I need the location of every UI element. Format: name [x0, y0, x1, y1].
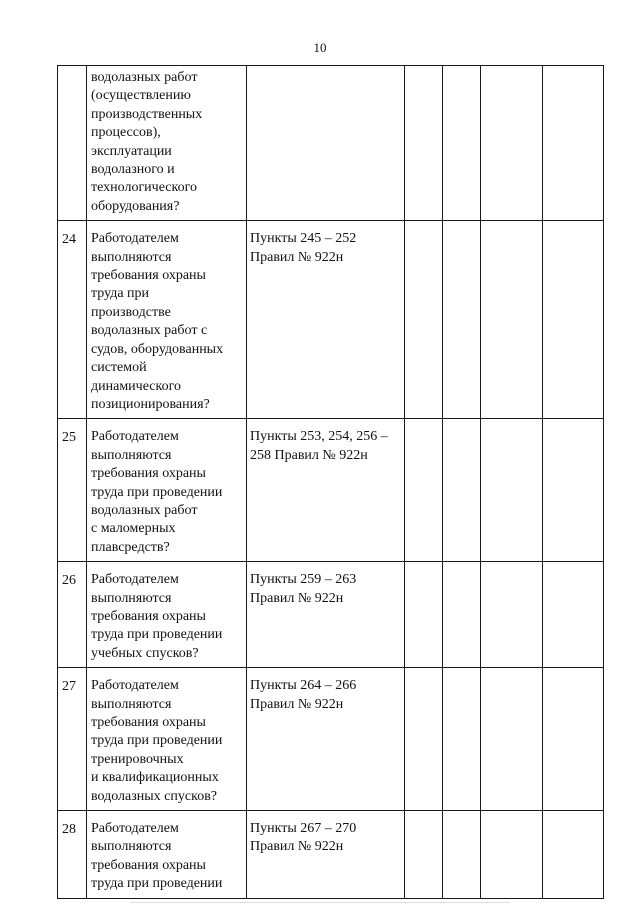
- question-cell: [87, 562, 247, 668]
- question-line: Работодателем: [91, 821, 179, 837]
- row-number-cell: 24: [58, 221, 87, 419]
- reference-cell: [247, 562, 405, 668]
- question-line: водолазных работ с: [91, 323, 208, 339]
- answer-not-applicable-cell[interactable]: [481, 66, 543, 221]
- question-line: учебных спусков?: [91, 645, 199, 661]
- reference-cell: [247, 66, 405, 221]
- reference-cell: [247, 419, 405, 562]
- answer-no-cell[interactable]: [443, 419, 481, 562]
- answer-yes-cell[interactable]: [405, 668, 443, 811]
- question-line: труда при проведении: [91, 627, 223, 643]
- question-line: системой: [91, 360, 147, 376]
- reference-line: Пункты 253, 254, 256 –: [250, 429, 388, 445]
- question-line: требования охраны: [91, 268, 206, 284]
- question-line: выполняются: [91, 696, 172, 712]
- question-cell: [87, 221, 247, 419]
- question-line: эксплуатации: [91, 143, 172, 159]
- table-row: [58, 66, 604, 221]
- reference-line: Правил № 922н: [250, 590, 344, 606]
- question-line: с маломерных: [91, 521, 176, 537]
- answer-no-cell[interactable]: [443, 811, 481, 899]
- answer-not-applicable-cell[interactable]: [481, 419, 543, 562]
- question-line: труда при проведении: [91, 733, 223, 749]
- question-line: судов, оборудованных: [91, 341, 224, 357]
- reference-cell: [247, 668, 405, 811]
- reference-line: Пункты 259 – 263: [250, 572, 357, 588]
- answer-not-applicable-cell[interactable]: [481, 811, 543, 899]
- answer-yes-cell[interactable]: [405, 419, 443, 562]
- answer-not-applicable-cell[interactable]: [481, 668, 543, 811]
- question-line: требования охраны: [91, 857, 206, 873]
- answer-no-cell[interactable]: [443, 66, 481, 221]
- question-line: труда при проведении: [91, 484, 223, 500]
- question-line: выполняются: [91, 590, 172, 606]
- answer-yes-cell[interactable]: [405, 221, 443, 419]
- reference-line: Пункты 264 – 266: [250, 678, 357, 694]
- question-line: Работодателем: [91, 231, 179, 247]
- table-row: [58, 419, 604, 562]
- question-line: производственных: [91, 106, 203, 122]
- table-row: [58, 221, 604, 419]
- scan-artifact: [130, 902, 510, 903]
- question-line: Работодателем: [91, 429, 179, 445]
- question-line: водолазных спусков?: [91, 788, 218, 804]
- table-row: [58, 562, 604, 668]
- reference-line: Правил № 922н: [250, 696, 344, 712]
- reference-line: Пункты 245 – 252: [250, 231, 357, 247]
- reference-cell: [247, 221, 405, 419]
- row-number-cell: 28: [58, 811, 87, 899]
- answer-not-applicable-cell[interactable]: [481, 221, 543, 419]
- reference-line: Пункты 267 – 270: [250, 821, 357, 837]
- answer-no-cell[interactable]: [443, 668, 481, 811]
- reference-line: Правил № 922н: [250, 839, 344, 855]
- answer-not-applicable-cell[interactable]: [481, 562, 543, 668]
- comment-cell[interactable]: [543, 668, 604, 811]
- table-row: [58, 668, 604, 811]
- question-line: Работодателем: [91, 572, 179, 588]
- question-line: труда при проведении: [91, 876, 223, 892]
- question-line: тренировочных: [91, 751, 184, 767]
- question-line: труда при: [91, 286, 150, 302]
- question-line: производстве: [91, 304, 171, 320]
- checklist-table: [57, 65, 604, 899]
- question-line: плавсредств?: [91, 539, 170, 555]
- answer-no-cell[interactable]: [443, 221, 481, 419]
- question-line: и квалификационных: [91, 770, 219, 786]
- table-row: [58, 811, 604, 899]
- question-cell: [87, 668, 247, 811]
- question-line: динамического: [91, 378, 181, 394]
- row-number-cell: [58, 66, 87, 221]
- question-line: позиционирования?: [91, 396, 210, 412]
- question-line: Работодателем: [91, 678, 179, 694]
- comment-cell[interactable]: [543, 221, 604, 419]
- question-line: водолазных работ: [91, 502, 198, 518]
- comment-cell[interactable]: [543, 66, 604, 221]
- answer-no-cell[interactable]: [443, 562, 481, 668]
- comment-cell[interactable]: [543, 811, 604, 899]
- question-line: требования охраны: [91, 608, 206, 624]
- comment-cell[interactable]: [543, 419, 604, 562]
- comment-cell[interactable]: [543, 562, 604, 668]
- row-number-cell: 26: [58, 562, 87, 668]
- question-line: выполняются: [91, 249, 172, 265]
- answer-yes-cell[interactable]: [405, 66, 443, 221]
- question-line: технологического: [91, 180, 197, 196]
- question-cell: [87, 66, 247, 221]
- answer-yes-cell[interactable]: [405, 811, 443, 899]
- question-line: водолазного и: [91, 162, 175, 178]
- page-number: 10: [313, 40, 327, 55]
- row-number-cell: 27: [58, 668, 87, 811]
- question-line: (осуществлению: [91, 88, 191, 104]
- reference-line: 258 Правил № 922н: [250, 447, 368, 463]
- reference-line: Правил № 922н: [250, 249, 344, 265]
- reference-cell: [247, 811, 405, 899]
- question-line: выполняются: [91, 839, 172, 855]
- answer-yes-cell[interactable]: [405, 562, 443, 668]
- question-line: выполняются: [91, 447, 172, 463]
- question-cell: [87, 811, 247, 899]
- row-number-cell: 25: [58, 419, 87, 562]
- question-line: оборудования?: [91, 198, 180, 214]
- question-line: требования охраны: [91, 715, 206, 730]
- question-line: водолазных работ: [91, 70, 198, 85]
- question-line: требования охраны: [91, 466, 206, 482]
- question-cell: [87, 419, 247, 562]
- question-line: процессов),: [91, 125, 161, 141]
